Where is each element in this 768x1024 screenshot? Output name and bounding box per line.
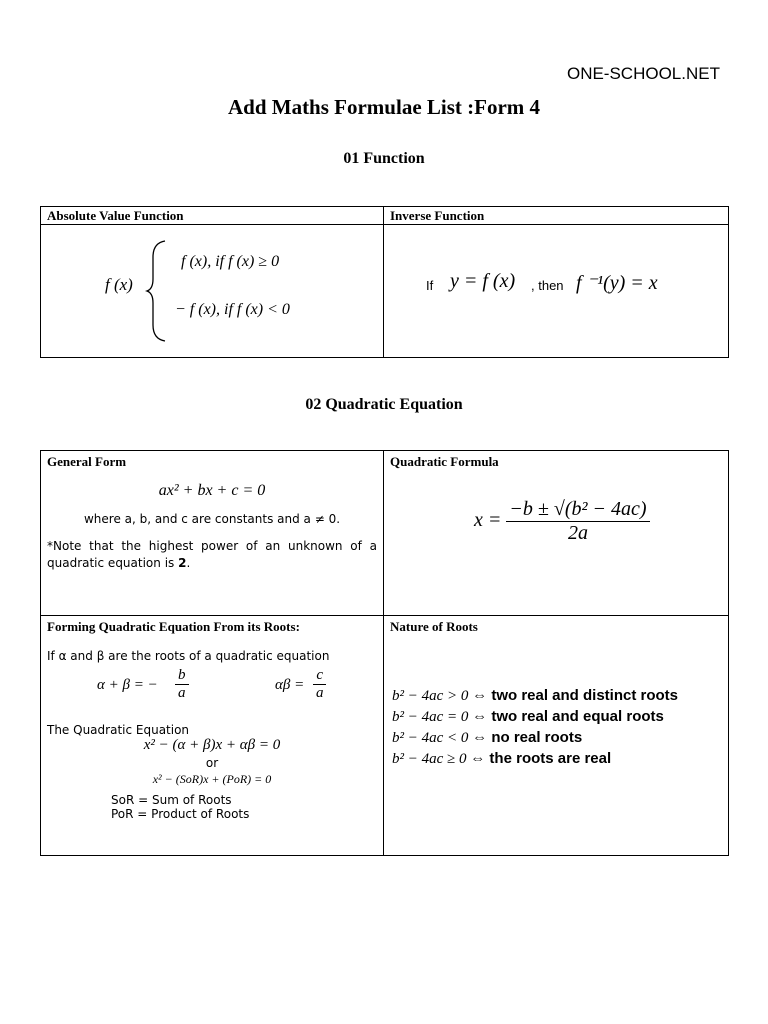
nature-item [392,750,722,768]
or-label: or [205,756,219,770]
quadratic-formula-expr [474,498,722,545]
sum-of-roots-lhs: α + β = − [97,677,158,693]
nature-expr: b² − 4ac > 0 [392,688,469,704]
abs-function-cell [41,225,384,358]
quadratic-formula-title: Quadratic Formula [390,454,499,469]
section-heading-function: 01 Function [343,150,425,167]
nature-desc: ⇔ the roots are real [470,750,612,767]
general-form-where: where a, b, and c are constants and a ≠ 0. [83,512,341,526]
general-form-formula: ax² + bx + c = 0 [158,482,266,499]
sor-definition: SoR = Sum of Roots [111,793,232,807]
function-table [40,206,729,358]
quadratic-formula-cell [384,451,729,616]
abs-case-positive: f (x), if f (x) ≥ 0 [181,253,280,270]
abs-case-negative: − f (x), if f (x) < 0 [175,301,290,318]
quadratic-formula-lhs: x = [474,509,502,532]
section-heading-quadratic: 02 Quadratic Equation [305,396,463,413]
nature-of-roots-title: Nature of Roots [390,619,478,634]
note-text: *Note that the highest power of an unknown of a quadratic equation is [47,539,377,570]
left-brace [145,239,167,343]
prod-den: a [316,685,324,701]
product-of-roots-lhs: αβ = [275,677,305,693]
nature-of-roots-list [392,687,722,768]
quadratic-formula-denominator: 2a [567,522,588,544]
nature-of-roots-cell [384,616,729,856]
forming-intro: If α and β are the roots of a quadratic equation [47,649,330,663]
page-title: Add Maths Formulae List :Form 4 [227,95,541,119]
general-form-note [47,538,377,572]
inverse-function-header: Inverse Function [384,207,729,225]
equation-label: The Quadratic Equation [47,723,190,737]
nature-expr: b² − 4ac ≥ 0 [392,751,467,767]
forming-equation-cell [41,616,384,856]
note-bold: 2 [178,556,187,570]
note-end: . [186,556,191,570]
nature-item [392,708,722,726]
prod-num: c [313,667,326,685]
abs-lhs: f (x) [105,275,133,294]
inverse-then: , then [531,278,564,293]
sum-num: b [175,667,189,685]
equation-alpha-beta: x² − (α + β)x + αβ = 0 [143,737,281,753]
por-definition: PoR = Product of Roots [111,807,250,821]
abs-function-header: Absolute Value Function [41,207,384,225]
quadratic-formula-numerator: −b ± √(b² − 4ac) [506,498,649,522]
sum-den: a [178,685,186,701]
general-form-title: General Form [47,454,127,469]
inverse-function-cell [384,225,729,358]
sum-product-row [47,667,377,711]
nature-item [392,729,722,747]
equation-sor-por: x² − (SoR)x + (PoR) = 0 [152,772,272,786]
nature-expr: b² − 4ac < 0 [392,730,469,746]
nature-item [392,687,722,705]
nature-desc: ⇔ no real roots [472,729,583,746]
nature-desc: ⇔ two real and distinct roots [472,687,679,704]
forming-equation-title: Forming Quadratic Equation From its Roots: [47,619,300,634]
nature-desc: ⇔ two real and equal roots [472,708,664,725]
quadratic-table [40,450,729,856]
inverse-eq2: f ⁻¹(y) = x [576,272,658,294]
inverse-eq1: y = f (x) [450,270,516,292]
general-form-cell [41,451,384,616]
nature-expr: b² − 4ac = 0 [392,709,469,725]
inverse-if: If [426,278,434,293]
site-name: ONE-SCHOOL.NET [566,64,720,83]
